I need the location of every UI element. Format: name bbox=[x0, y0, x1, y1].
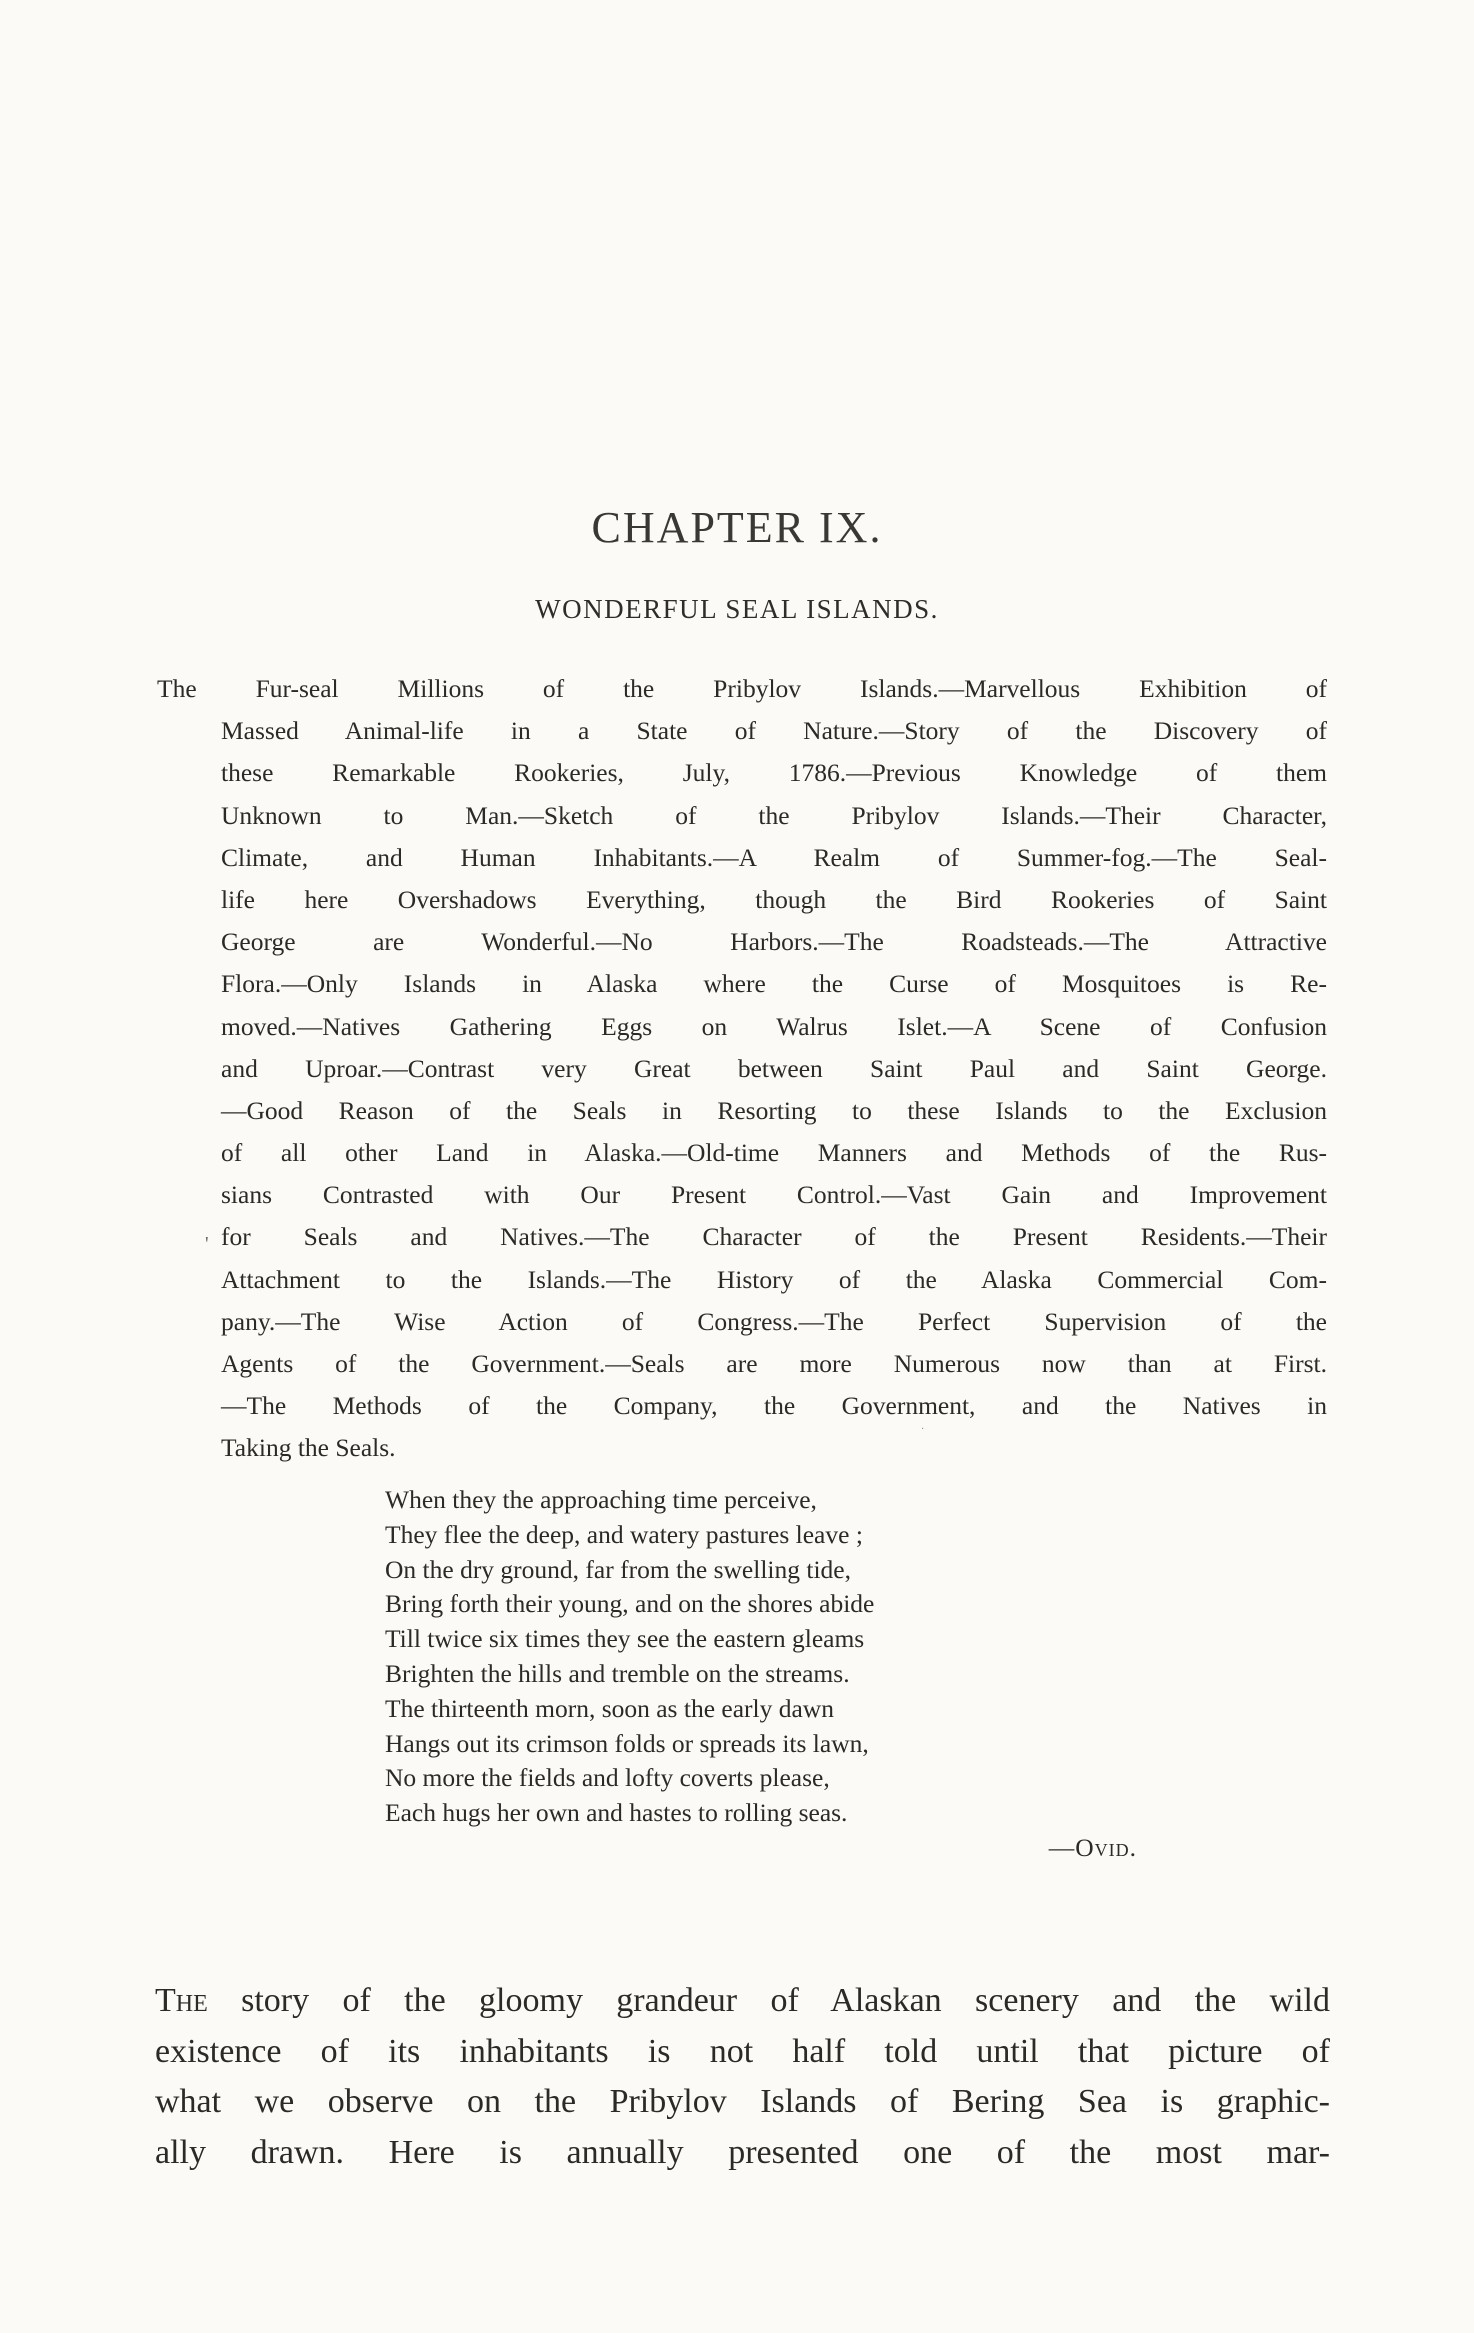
poem-verse: Bring forth their young, and on the shores abide bbox=[385, 1589, 875, 1619]
chapter-synopsis bbox=[157, 668, 1327, 1470]
synopsis-line: —Good Reason of the Seals in Resorting to these Islands to the Exclusion bbox=[221, 1095, 1327, 1125]
body-line: existence of its inhabitants is not half told until that picture of bbox=[155, 2032, 1330, 2070]
margin-tick-mark: ' bbox=[205, 1233, 209, 1255]
poem-verse: The thirteenth morn, soon as the early dawn bbox=[385, 1693, 834, 1723]
synopsis-line: Climate, and Human Inhabitants.—A Realm of Summer-fog.—The Seal- bbox=[221, 842, 1327, 872]
synopsis-line: George are Wonderful.—No Harbors.—The Roadsteads.—The Attractive bbox=[221, 927, 1327, 957]
synopsis-line: —The Methods of the Company, the Government, and the Natives in bbox=[221, 1391, 1327, 1421]
synopsis-line: pany.—The Wise Action of Congress.—The Perfect Supervision of the bbox=[221, 1306, 1327, 1336]
synopsis-line: Attachment to the Islands.—The History of the Alaska Commercial Com- bbox=[221, 1264, 1327, 1294]
body-line-first bbox=[155, 1976, 1330, 2027]
synopsis-line: Unknown to Man.—Sketch of the Pribylov Islands.—Their Character, bbox=[221, 800, 1327, 830]
synopsis-line: and Uproar.—Contrast very Great between Saint Paul and Saint George. bbox=[221, 1053, 1327, 1083]
synopsis-line: The Fur-seal Millions of the Pribylov Islands.—Marvellous Exhibition of bbox=[157, 674, 1327, 703]
poem-verse: They flee the deep, and watery pastures leave ; bbox=[385, 1519, 863, 1549]
print-speck: · bbox=[921, 1424, 925, 1435]
poem-verse: No more the fields and lofty coverts please, bbox=[385, 1763, 830, 1793]
synopsis-line: of all other Land in Alaska.—Old-time Manners and Methods of the Rus- bbox=[221, 1138, 1327, 1168]
poem-verse: When they the approaching time perceive, bbox=[385, 1485, 817, 1514]
poem-verse: Till twice six times they see the eastern gleams bbox=[385, 1624, 865, 1654]
first-line-text: story of the gloomy grandeur of Alaskan scenery and the wild bbox=[241, 1982, 1330, 2019]
synopsis-line: Agents of the Government.—Seals are more Numerous now than at First. bbox=[221, 1349, 1327, 1378]
synopsis-line: moved.—Natives Gathering Eggs on Walrus Islet.—A Scene of Confusion bbox=[221, 1011, 1327, 1041]
epigraph-poem bbox=[385, 1483, 1145, 1866]
poem-verse: On the dry ground, far from the swelling tide, bbox=[385, 1554, 851, 1584]
synopsis-line: sians Contrasted with Our Present Control.—Vast Gain and Improvement bbox=[221, 1180, 1327, 1210]
poem-verse: Each hugs her own and hastes to rolling seas. bbox=[385, 1798, 848, 1828]
synopsis-line: for Seals and Natives.—The Character of the Present Residents.—Their bbox=[221, 1222, 1327, 1252]
body-line: ally drawn. Here is annually presented one of the most mar- bbox=[155, 2133, 1330, 2171]
synopsis-line: Taking the Seals. bbox=[221, 1433, 396, 1463]
synopsis-line: these Remarkable Rookeries, July, 1786.—Previous Knowledge of them bbox=[221, 758, 1327, 788]
synopsis-line: Flora.—Only Islands in Alaska where the Curse of Mosquitoes is Re- bbox=[221, 969, 1327, 999]
synopsis-line: Massed Animal-life in a State of Nature.—Story of the Discovery of bbox=[221, 716, 1327, 746]
chapter-title: CHAPTER IX. bbox=[591, 503, 883, 552]
poem-attribution: —Ovid. bbox=[1048, 1832, 1137, 1862]
synopsis-line: life here Overshadows Everything, though the Bird Rookeries of Saint bbox=[221, 884, 1327, 914]
body-line: what we observe on the Pribylov Islands of Bering Sea is graphic- bbox=[155, 2083, 1330, 2120]
poem-verse: Hangs out its crimson folds or spreads its lawn, bbox=[385, 1728, 869, 1758]
chapter-subtitle: WONDERFUL SEAL ISLANDS. bbox=[535, 594, 939, 624]
poem-verse: Brighten the hills and tremble on the streams. bbox=[385, 1658, 850, 1688]
body-paragraph bbox=[155, 1976, 1330, 2178]
lead-word: The bbox=[155, 1982, 208, 2019]
